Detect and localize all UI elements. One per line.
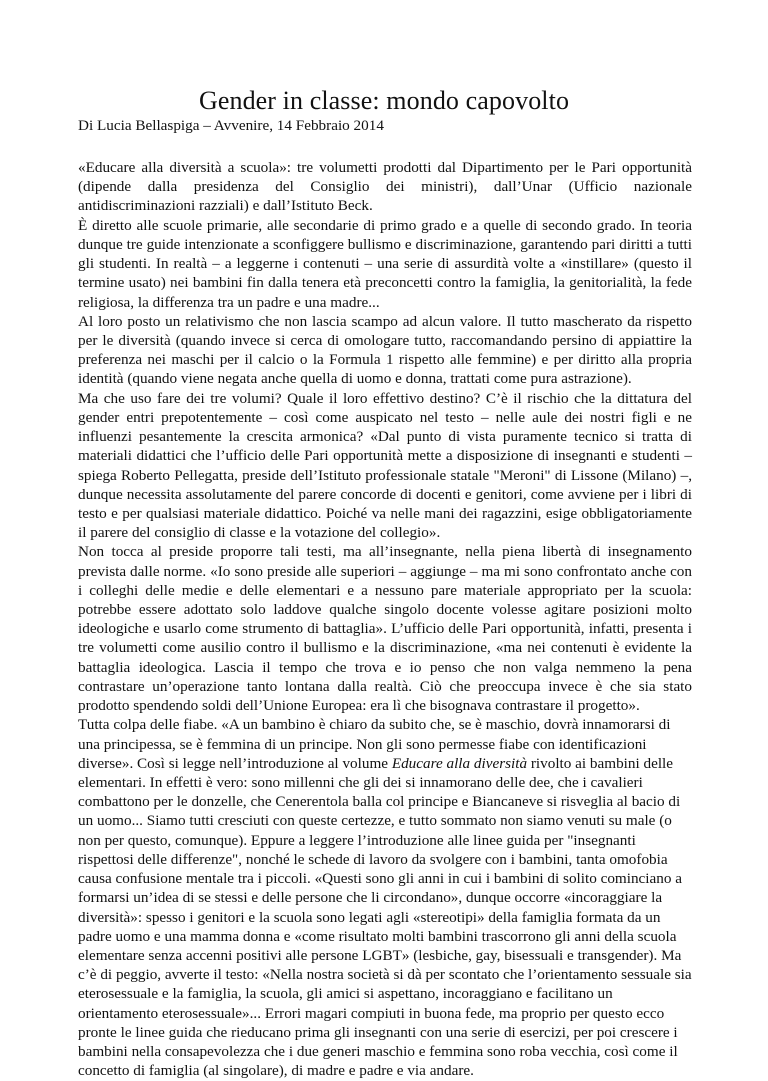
paragraph (78, 715, 692, 1080)
paragraph: È diretto alle scuole primarie, alle secondarie di primo grado e a quelle di secondo grado. In teoria dunque tre guide intenzionate a sconfiggere bullismo e discriminazione, garantendo pari diritti a tutti gli studenti. In realtà – a leggerne i contenuti – una serie di assurdità volte a «instillare» (questo il termine usato) nei bambini fin dalla tenera età preconcetti contro la famiglia, la genitorialità, la fede religiosa, la differenza tra un padre e una madre... (78, 216, 692, 311)
paragraph: Al loro posto un relativismo che non lascia scampo ad alcun valore. Il tutto mascherato da rispetto per le diversità (quando invece si cerca di omologare tutto, raccomandando persino di appiattire la preferenza nei maschi per il calcio o la Formula 1 rispetto alle femmine) e per diritto alla propria identità (quando viene negata anche quella di uomo e donna, trattati come pura astrazione). (78, 312, 692, 388)
paragraph-text: Tutta colpa delle fiabe. «A un bambino è chiaro da subito che, se è maschio, dovrà innamorarsi di una principessa, se è femmina di un principe. Non gli sono permesse fiabe con identificazioni diverse». Così si legge nell’introduzione al volume (78, 716, 671, 772)
article-byline: Di Lucia Bellaspiga – Avvenire, 14 Febbraio 2014 (78, 117, 384, 134)
paragraph-text: rivolto ai bambini delle elementari. In effetti è vero: sono millenni che gli dei si innamorano delle dee, che i cavalieri combattono per le donzelle, che Cenerentola balla col principe e Biancaneve si risveglia al bacio di un uomo... Siamo tutti cresciuti con queste certezze, e tutto sommato non siamo venuti su male (o non per questo, comunque). Eppure a leggere l’introduzione alle linee guida per "insegnanti rispettosi delle differenze", nonché le schede di lavoro da svolgere con i bambini, tanta omofobia causa confusione mentale tra i piccoli. «Questi sono gli anni in cui i bambini di solito cominciano a formarsi un’idea di se stessi e delle persone che li circondano», dunque occorre «incoraggiare la diversità»: spesso i genitori e la scuola sono legati agli «stereotipi» della famiglia formata da un padre uomo e una mamma donna e «come risultato molti bambini trascorrono gli anni della scuola elementare senza accenni positivi alle persone LGBT» (lesbiche, gay, bisessuali e transgender). Ma c’è di peggio, avverte il testo: «Nella nostra società si dà per scontato che l’orientamento sessuale sia eterosessuale e la famiglia, la scuola, gli amici si aspettano, incoraggiano e facilitano un orientamento eterosessuale»... Errori magari compiuti in buona fede, ma proprio per questo ecco pronte le linee guida che rieducano prima gli insegnanti con una serie di esercizi, per poi crescere i bambini nella consapevolezza che i due generi maschio e femmina sono roba vecchia, così come il concetto di famiglia (al singolare), di madre e padre e via andare. (78, 754, 692, 1080)
paragraph: Ma che uso fare dei tre volumi? Quale il loro effettivo destino? C’è il rischio che la dittatura del gender entri prepotentemente – così come auspicato nel testo – nelle aule dei nostri figli e ne influenzi pesantemente la crescita armonica? «Dal punto di vista puramente tecnico si tratta di materiali didattici che l’ufficio delle Pari opportunità mette a disposizione di insegnanti e studenti – spiega Roberto Pellegatta, preside dell’Istituto professionale statale "Meroni" di Lissone (Milano) –, dunque necessita assolutamente del parere concorde di docenti e genitori, come avviene per i libri di testo e per qualsiasi materiale didattico. Poiché va nelle mani dei ragazzini, esige obbligatoriamente il parere del consiglio di classe e la votazione del collegio». (78, 389, 692, 542)
article-title: Gender in classe: mondo capovolto (198, 86, 570, 115)
book-title: Educare alla diversità (391, 754, 528, 772)
paragraph: «Educare alla diversità a scuola»: tre volumetti prodotti dal Dipartimento per le Pari opportunità (dipende dalla presidenza del Consiglio dei ministri), dall’Unar (Ufficio nazionale antidiscriminazioni razziali) e dall’Istituto Beck. (78, 159, 692, 215)
paragraph: Non tocca al preside proporre tali testi, ma all’insegnante, nella piena libertà di insegnamento prevista dalle norme. «Io sono preside alle superiori – aggiunge – ma mi sono confrontato anche con i colleghi delle medie e delle elementari e a nessuno pare materiale appropriato per la scuola: potrebbe essere adottato solo laddove qualche singolo docente volesse agitare posizioni molto ideologiche e usarlo come strumento di battaglia». L’ufficio delle Pari opportunità, infatti, presenta i tre volumetti come ausilio contro il bullismo e la discriminazione, «ma nei contenuti è evidente la battaglia ideologica. Lascia il tempo che trova e io penso che non valga nemmeno la pena contrastare un’operazione tanto lontana dalla realtà. Ciò che preoccupa invece è che sia stato prodotto spendendo soldi dell’Unione Europea: era lì che bisognava contrastare il progetto». (78, 543, 692, 715)
article-body (78, 158, 692, 1081)
